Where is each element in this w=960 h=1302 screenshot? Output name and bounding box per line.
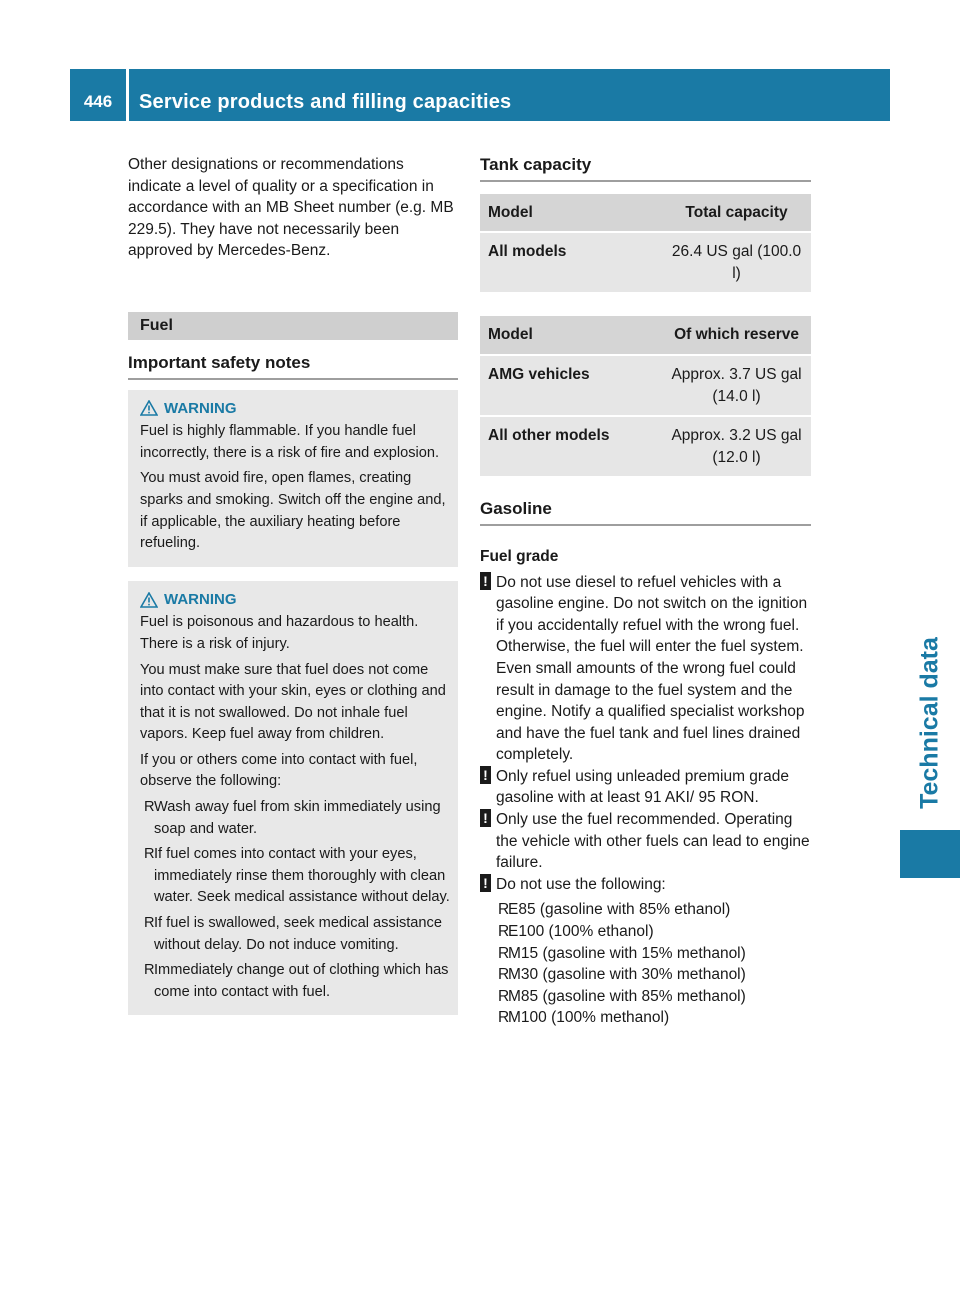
side-tab-label: Technical data: [915, 637, 944, 809]
list-item: R M85 (gasoline with 85% methanol): [498, 987, 746, 1005]
fuel-grade-section: [480, 546, 811, 1029]
side-tab-marker: [900, 830, 960, 878]
warning-title-text: WARNING: [164, 590, 237, 608]
list-item: R Wash away fuel from skin immediately using soap and water.: [144, 799, 441, 837]
table-cell: 26.4 US gal (100.0 l): [662, 233, 811, 292]
warning2-p2: You must make sure that fuel does not come into contact with your skin, eyes or clothing and that it is not swallowed. Do not inhale fuel vapors. Keep fuel away from children.: [140, 661, 446, 743]
warning-title: [140, 589, 450, 611]
list-item: R M100 (100% methanol): [498, 1009, 670, 1027]
table-header-cell: Model: [480, 194, 662, 232]
table-row: [480, 356, 811, 415]
table-cell: Approx. 3.2 US gal (12.0 l): [662, 417, 811, 476]
table-header-cell: Total capacity: [662, 194, 811, 232]
warning-title: [140, 398, 450, 420]
gasoline-heading: Gasoline: [480, 498, 811, 526]
exclamation-icon: !: [480, 766, 491, 784]
chapter-title: Service products and filling capacities: [129, 69, 890, 121]
page-number: 446: [70, 69, 126, 121]
table-header-cell: Of which reserve: [662, 316, 811, 354]
warning-box-1: [128, 390, 458, 567]
exclamation-icon: !: [480, 572, 491, 590]
exclamation-icon: !: [480, 874, 491, 892]
table-cell: All other models: [480, 417, 662, 476]
note-item: ! Do not use the following:: [480, 874, 811, 896]
right-column: [480, 154, 811, 1029]
page-header: [70, 69, 890, 121]
warning1-p2: You must avoid fire, open flames, creating sparks and smoking. Switch off the engine and, if applicable, the auxiliary heating before refueling.: [140, 470, 446, 552]
fuel-grade-heading: Fuel grade: [480, 547, 559, 565]
list-item: R E85 (gasoline with 85% ethanol): [498, 901, 731, 919]
list-item: R If fuel is swallowed, seek medical assistance without delay. Do not induce vomiting.: [144, 915, 442, 953]
intro-paragraph: Other designations or recommendations indicate a level of quality or a specification in accordance with an MB Sheet number (e.g. MB 229.5). They have not necessarily been approved by Mercedes-Benz.: [128, 156, 454, 260]
reserve-table: [480, 316, 811, 476]
left-column: [128, 154, 458, 1015]
section-bar-fuel: Fuel: [128, 312, 458, 340]
warning2-p1: Fuel is poisonous and hazardous to health. There is a risk of injury.: [140, 614, 419, 652]
note-item: ! Only refuel using unleaded premium grade gasoline with at least 91 AKI/ 95 RON.: [480, 766, 811, 809]
table-row: [480, 417, 811, 476]
tank-capacity-heading: Tank capacity: [480, 154, 811, 182]
list-item: R E100 (100% ethanol): [498, 923, 654, 941]
note-item: ! Do not use diesel to refuel vehicles with a gasoline engine. Do not switch on the ignition if you accidentally refuel with the wrong fuel. Otherwise, the fuel will enter the fuel system. Even small amounts of the wrong fuel could result in damage to the fuel system and the engine. Notify a qualified specialist workshop and have the fuel tank and fuel lines drained completely.: [480, 572, 811, 766]
list-item: R Immediately change out of clothing which has come into contact with fuel.: [144, 962, 449, 1000]
warning-box-2: [128, 581, 458, 1016]
table-cell: AMG vehicles: [480, 356, 662, 415]
side-tab[interactable]: [900, 615, 960, 830]
warning-triangle-icon: [140, 400, 158, 416]
list-item: R M30 (gasoline with 30% methanol): [498, 966, 746, 984]
warning1-p1: Fuel is highly flammable. If you handle fuel incorrectly, there is a risk of fire and explosion.: [140, 423, 440, 461]
table-header-row: [480, 194, 811, 232]
table-row: [480, 233, 811, 292]
warning-triangle-icon: [140, 592, 158, 608]
subheading-safety: Important safety notes: [128, 352, 458, 380]
note-item: ! Only use the fuel recommended. Operating the vehicle with other fuels can lead to engine failure.: [480, 809, 811, 874]
exclamation-icon: !: [480, 809, 491, 827]
tank-capacity-table: [480, 194, 811, 293]
table-header-cell: Model: [480, 316, 662, 354]
warning-title-text: WARNING: [164, 399, 237, 417]
list-item: R If fuel comes into contact with your eyes, immediately rinse them thoroughly with clean water. Seek medical assistance without delay.: [144, 846, 450, 906]
warning2-p3: If you or others come into contact with fuel, observe the following:: [140, 751, 418, 790]
table-cell: All models: [480, 233, 662, 292]
table-header-row: [480, 316, 811, 354]
table-cell: Approx. 3.7 US gal (14.0 l): [662, 356, 811, 415]
list-item: R M15 (gasoline with 15% methanol): [498, 944, 746, 962]
